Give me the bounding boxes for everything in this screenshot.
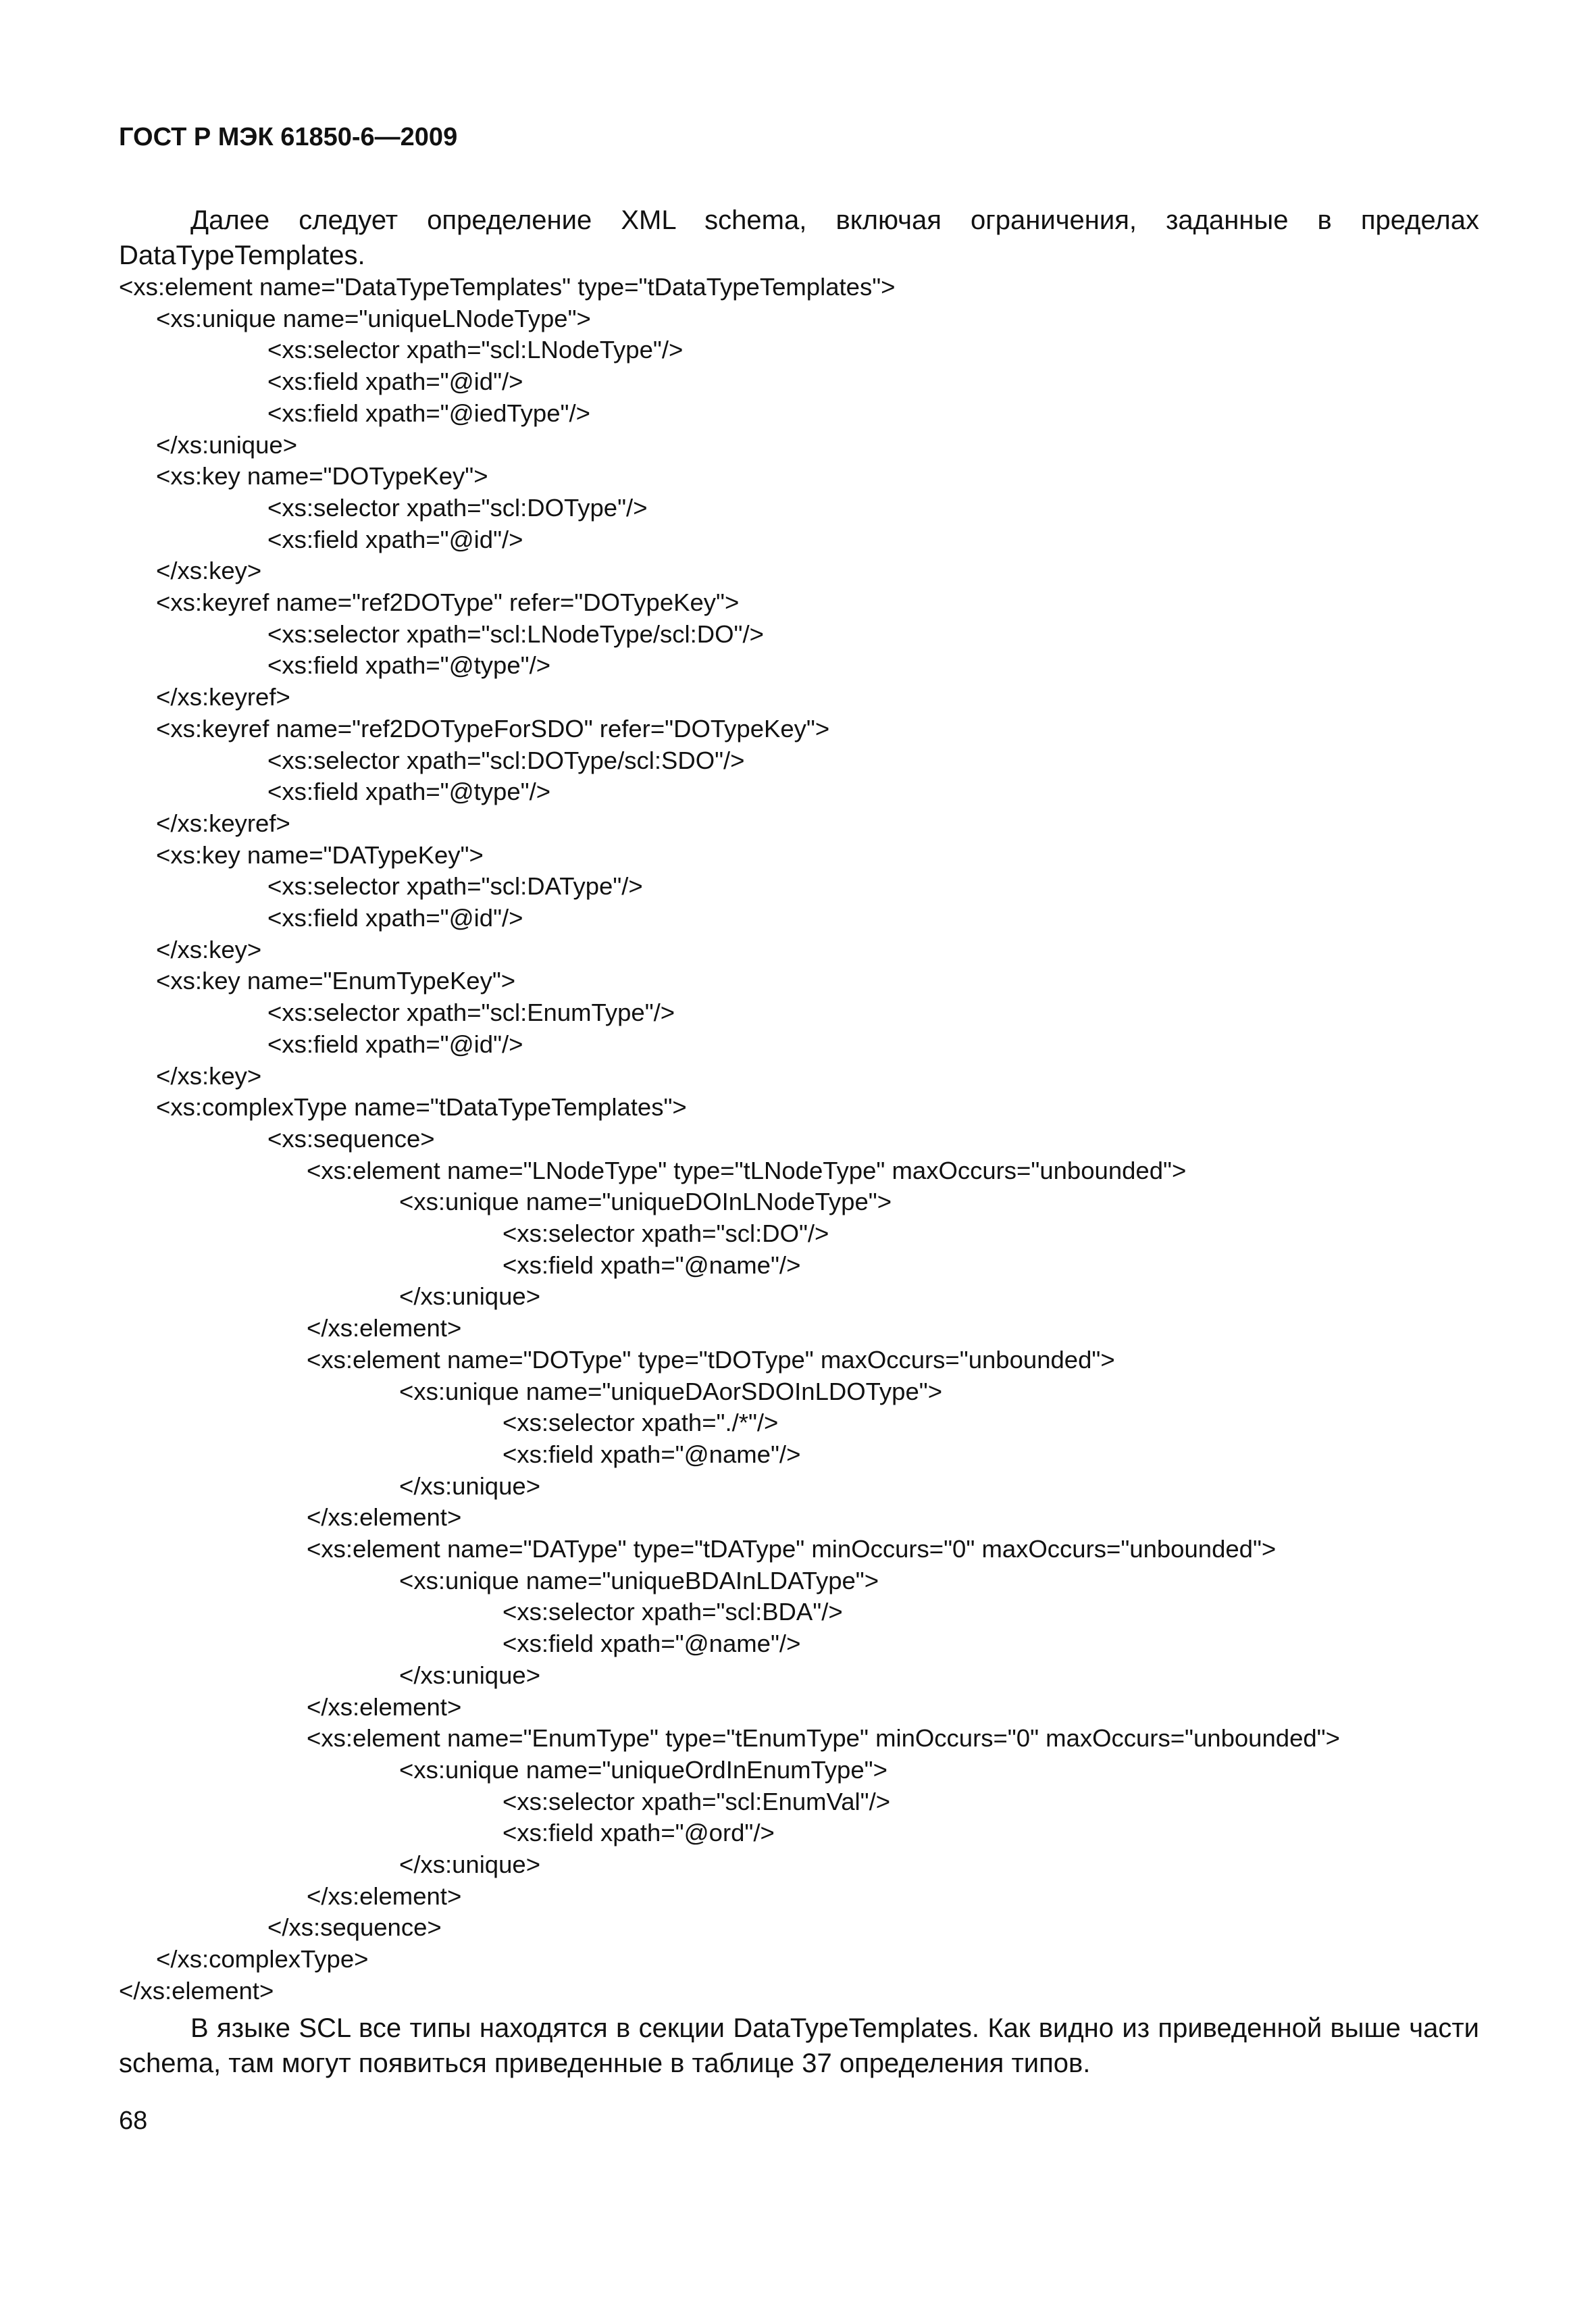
code-line: </xs:sequence> (267, 1913, 442, 1941)
code-line: <xs:unique name="uniqueDAorSDOInLDOType"> (399, 1378, 943, 1405)
code-line: <xs:unique name="uniqueBDAInLDAType"> (399, 1567, 879, 1594)
code-line: </xs:element> (307, 1503, 462, 1531)
code-line: </xs:unique> (399, 1851, 541, 1878)
code-line: <xs:key name="EnumTypeKey"> (156, 967, 516, 995)
outro-paragraph (119, 2011, 1479, 2081)
code-line: <xs:field xpath="@type"/> (267, 651, 551, 679)
code-line: </xs:element> (119, 1977, 274, 2005)
code-line: <xs:selector xpath="scl:EnumVal"/> (503, 1788, 891, 1815)
code-line: <xs:field xpath="@type"/> (267, 778, 551, 805)
code-line: <xs:element name="DataTypeTemplates" type="tDataTypeTemplates"> (119, 273, 896, 301)
code-line: <xs:field xpath="@name"/> (503, 1440, 801, 1468)
code-line: <xs:selector xpath="scl:DOType/scl:SDO"/> (267, 747, 745, 774)
code-line: <xs:field xpath="@name"/> (503, 1630, 801, 1657)
code-line: </xs:element> (307, 1693, 462, 1721)
code-line: </xs:keyref> (156, 683, 290, 711)
code-line: <xs:field xpath="@iedType"/> (267, 399, 590, 427)
code-line: </xs:unique> (156, 431, 298, 459)
page-number: 68 (119, 2107, 148, 2135)
standard-header: ГОСТ Р МЭК 61850-6—2009 (119, 123, 458, 151)
code-line: <xs:field xpath="@id"/> (267, 904, 523, 932)
code-line: <xs:selector xpath="./*"/> (503, 1409, 779, 1436)
code-line: <xs:selector xpath="scl:DOType"/> (267, 494, 648, 522)
code-line: <xs:element name="EnumType" type="tEnumType" minOccurs="0" maxOccurs="unbounded"> (307, 1724, 1340, 1752)
code-line: <xs:field xpath="@id"/> (267, 1030, 523, 1058)
code-line: </xs:key> (156, 1062, 262, 1090)
code-line: <xs:unique name="uniqueDOInLNodeType"> (399, 1188, 892, 1215)
code-line: <xs:element name="LNodeType" type="tLNodeType" maxOccurs="unbounded"> (307, 1157, 1187, 1184)
code-line: </xs:unique> (399, 1282, 541, 1310)
code-line: </xs:keyref> (156, 809, 290, 837)
code-line: <xs:selector xpath="scl:LNodeType"/> (267, 336, 684, 363)
code-line: <xs:complexType name="tDataTypeTemplates"> (156, 1093, 687, 1121)
code-line: <xs:field xpath="@id"/> (267, 368, 523, 395)
intro-paragraph (119, 203, 1479, 273)
code-line: <xs:field xpath="@name"/> (503, 1251, 801, 1279)
code-line: </xs:complexType> (156, 1945, 369, 1973)
code-line: </xs:unique> (399, 1472, 541, 1500)
code-line: <xs:unique name="uniqueOrdInEnumType"> (399, 1756, 887, 1784)
code-line: <xs:element name="DAType" type="tDAType" minOccurs="0" maxOccurs="unbounded"> (307, 1535, 1277, 1563)
code-line: <xs:field xpath="@ord"/> (503, 1819, 775, 1846)
code-line: <xs:key name="DOTypeKey"> (156, 462, 488, 490)
code-line: </xs:element> (307, 1314, 462, 1342)
outro-paragraph-text: В языке SCL все типы находятся в секции DataTypeTemplates. Как видно из приведенной выше части schema, там могут появиться приведенные в таблице 37 определения типов. (119, 2013, 1479, 2078)
code-line: </xs:key> (156, 936, 262, 963)
code-line: <xs:sequence> (267, 1125, 435, 1153)
code-line: <xs:key name="DATypeKey"> (156, 841, 484, 869)
code-line: </xs:unique> (399, 1661, 541, 1689)
code-line: <xs:element name="DOType" type="tDOType" maxOccurs="unbounded"> (307, 1346, 1115, 1374)
code-line: <xs:selector xpath="scl:EnumType"/> (267, 999, 675, 1026)
code-line: <xs:selector xpath="scl:LNodeType/scl:DO"/> (267, 620, 764, 648)
code-line: <xs:keyref name="ref2DOType" refer="DOTypeKey"> (156, 588, 740, 616)
intro-paragraph-text: Далее следует определение XML schema, включая ограничения, заданные в пределах DataTypeTemplates. (119, 205, 1479, 270)
code-line: <xs:selector xpath="scl:DO"/> (503, 1219, 829, 1247)
code-line: <xs:keyref name="ref2DOTypeForSDO" refer="DOTypeKey"> (156, 715, 830, 743)
code-line: <xs:selector xpath="scl:BDA"/> (503, 1598, 843, 1626)
code-line: <xs:unique name="uniqueLNodeType"> (156, 305, 591, 332)
code-line: </xs:element> (307, 1882, 462, 1910)
code-line: </xs:key> (156, 557, 262, 584)
code-line: <xs:field xpath="@id"/> (267, 526, 523, 553)
code-line: <xs:selector xpath="scl:DAType"/> (267, 872, 643, 900)
